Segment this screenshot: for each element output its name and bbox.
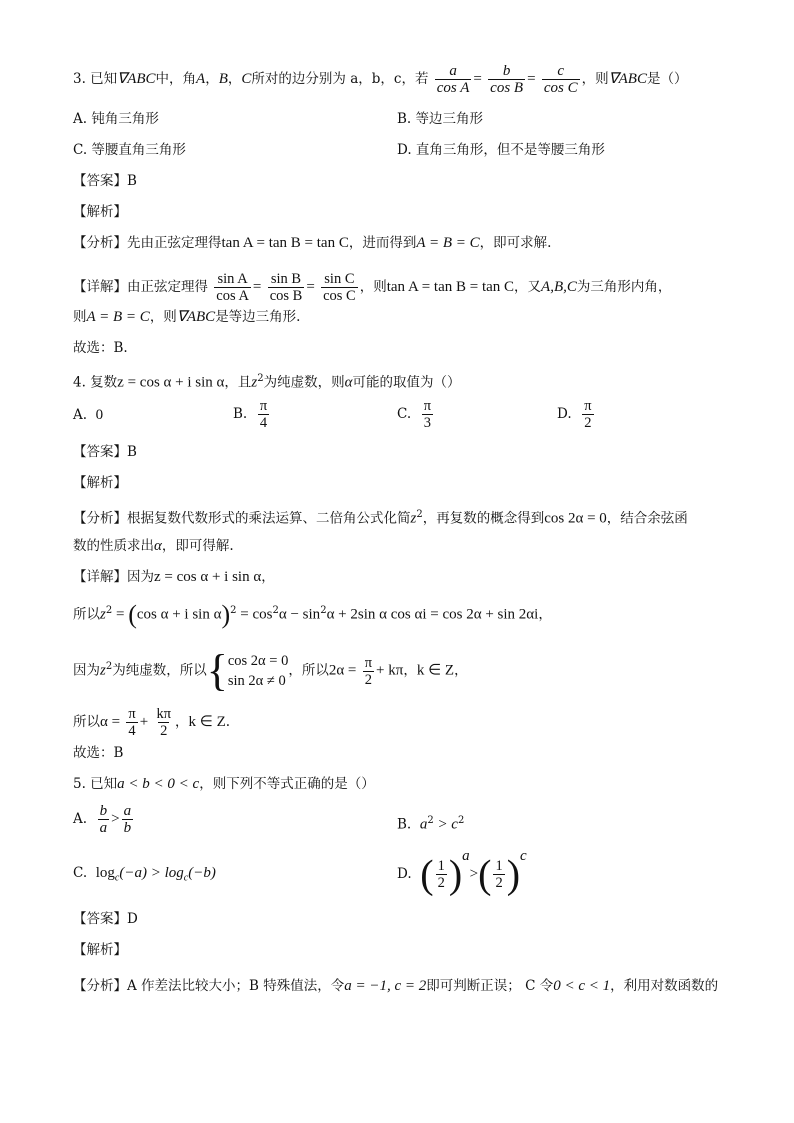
q4-xiangjie: 【详解】因为z = cos α + i sin α， <box>73 569 275 585</box>
q4-fenxi: 【分析】根据复数代数形式的乘法运算、二倍角公式化简$z^2$，再复数的概念得到cos 2α = 0，结合余弦函 <box>73 509 688 527</box>
fraction: $\frac{\text{sin C}}{\text{cos C}}$ <box>323 271 356 304</box>
fraction: $\frac{a}{\text{cos A}}$ <box>436 63 470 96</box>
fraction: $\frac{\text{sin B}}{\text{cos B}}$ <box>269 271 303 304</box>
q3-option-a: A. 钝角三角形 <box>73 111 159 127</box>
q5-jiexi: 【解析】 <box>73 942 127 958</box>
q5-stem: 5. 已知a < b < 0 < c，则下列不等式正确的是（） <box>73 776 375 792</box>
q4-guxuan: 故选：B <box>73 745 124 761</box>
q4-option-a: A. 0 <box>73 407 104 423</box>
fraction: $\frac{\pi}{2}$ <box>584 398 592 431</box>
fraction: $\frac{1}{2}$ <box>437 858 445 891</box>
q5-option-a: A. $\frac{b}{a}$ > $\frac{a}{b}$ <box>73 803 132 836</box>
fraction: $\frac{\text{sin A}}{\text{cos A}}$ <box>216 271 249 304</box>
fraction: $\frac{1}{2}$ <box>495 858 503 891</box>
q4-xiangjie-line3: 因为$z^2$为纯虚数，所以{ cos 2α = 0 sin 2α ≠ 0 ，所以2α = $\frac{\pi}{2}$ + kπ，k ∈ Z， <box>73 646 468 695</box>
q5-option-c: C. $\log_c(-a) > \log_c(-b)$ <box>73 865 216 884</box>
q4-option-c: C. $\frac{\pi}{3}$ <box>397 398 432 431</box>
q3-guxuan: 故选：B. <box>73 340 128 356</box>
q5-fenxi: 【分析】A 作差法比较大小；B 特殊值法，令a = −1, c = 2即可判断正误； C 令0 < c < 1，利用对数函数的 <box>73 978 719 994</box>
q3-fenxi: 【分析】先由正弦定理得tan A = tan B = tan C，进而得到A = B = C，即可求解. <box>73 235 552 251</box>
q4-fenxi-line2: 数的性质求出α，即可得解. <box>73 538 234 554</box>
q3-jiexi: 【解析】 <box>73 204 127 220</box>
q3-option-b: B. 等边三角形 <box>397 111 484 127</box>
q4-stem: 4. 复数z = cos α + i sin α，且$z^2$为纯虚数，则α可能的取值为（） <box>73 373 461 391</box>
fraction: $\frac{\pi}{3}$ <box>423 398 432 431</box>
q3-option-c: C. 等腰直角三角形 <box>73 142 186 158</box>
fraction: $\frac{\pi}{2}$ <box>364 654 373 688</box>
fraction: $\frac{k\pi}{2}$ <box>156 706 172 739</box>
q3-option-d: D. 直角三角形，但不是等腰三角形 <box>397 142 605 158</box>
fraction: $\frac{c}{\text{cos C}}$ <box>543 63 578 96</box>
q4-xiangjie-line4: 所以α = $\frac{\pi}{4}$ + $\frac{k\pi}{2}$ ，k ∈ Z. <box>73 706 231 739</box>
fraction: $\frac{\pi}{4}$ <box>128 706 136 739</box>
q3-xiangjie: 【详解】由正弦定理得 $\frac{\text{sin A}}{\text{cos A}}$ = $\frac{\text{sin B}}{\text{cos B}}$ = $\frac{\text{sin C}}{\text{cos C}}$ ，则tan A = tan B = tan C，又A,B,C为三角形内角， <box>73 271 672 304</box>
fraction: $\frac{a}{b}$ <box>123 803 132 836</box>
q4-option-d: D. $\frac{\pi}{2}$ <box>557 398 592 431</box>
fraction: $\frac{b}{\text{cos B}}$ <box>490 63 524 96</box>
q4-answer: 【答案】B <box>73 444 137 460</box>
q4-xiangjie-line2: 所以$z^2 = (\cos$ α + i $\sin \alpha)^2 = \cos^2\alpha - \sin^2\alpha + 2\sin$ α cos αi = cos 2α + sin 2αi， <box>73 600 552 629</box>
q3-xiangjie-line2: 则A = B = C，则∇ABC是等边三角形. <box>73 309 301 325</box>
q5-option-b: B. $a^2 > c^2$ <box>397 815 465 833</box>
q5-answer: 【答案】D <box>73 911 138 927</box>
q4-jiexi: 【解析】 <box>73 475 127 491</box>
q3-stem: 3. 已知∇ABC中，角A，B，C所对的边分别为 a，b，c，若 $\frac{a}{\text{cos A}}$ = $\frac{b}{\text{cos B}}$ = $\frac{c}{\text{cos C}}$ ，则∇ABC是（） <box>73 63 688 96</box>
q3-answer: 【答案】B <box>73 173 137 189</box>
q5-option-d: D. ( $\frac{1}{2}$ )$^a$>( $\frac{1}{2}$ )$^c$ <box>397 848 527 897</box>
fraction: $\frac{\pi}{4}$ <box>259 398 268 431</box>
q4-option-b: B. $\frac{\pi}{4}$ <box>233 398 268 431</box>
fraction: $\frac{b}{a}$ <box>99 803 108 836</box>
